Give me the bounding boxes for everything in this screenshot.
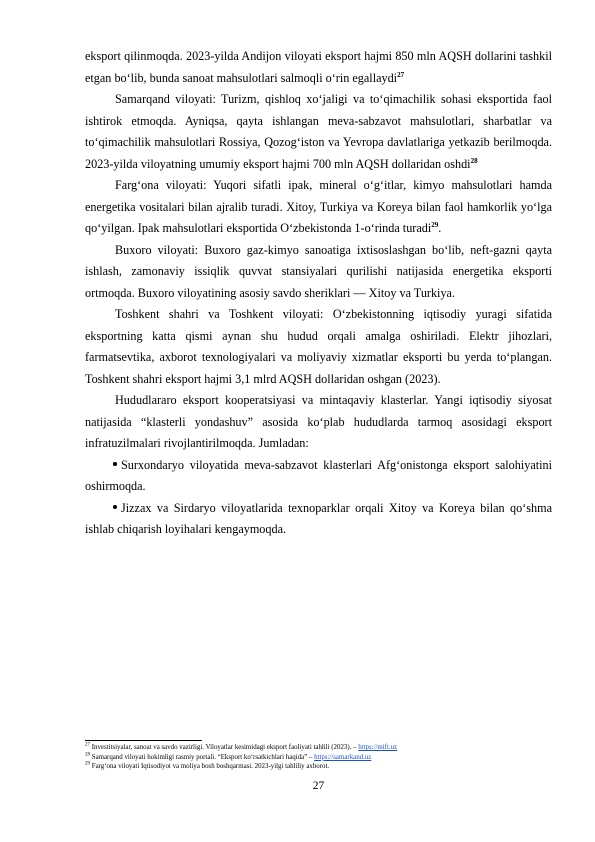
- paragraph-samarqand: Samarqand viloyati: Turizm, qishloq xo‘jaligi va to‘qimachilik sohasi eksportida faol ishtirok etmoqda. Ayniqsa, qayta ishlangan meva-sabzavot mahsulotlari, sharbatlar va to‘qimachilik mahsulotlari Rossiya, Qozog‘iston va Yevropa davlatlariga yetkazib berilmoqda. 2023-yilda viloyatning umumiy eksport hajmi 700 mln AQSH dollaridan oshdi$^{28}$: [85, 92, 552, 171]
- list-item-jizzax: Jizzax va Sirdaryo viloyatlarida texnoparklar orqali Xitoy va Koreya bilan qo‘shma ishlab chiqarish loyihalari kengaymoqda.: [85, 500, 552, 536]
- paragraph-buxoro: Buxoro viloyati: Buxoro gaz-kimyo sanoatiga ixtisoslashgan bo‘lib, neft-gazni qayta ishlash, zamonaviy issiqlik quvvat stansiyalari qurilishi natijasida energetika eksporti ortmoqda. Buxoro viloyatining asosiy savdo sheriklari — Xitoy va Turkiya.: [85, 242, 552, 300]
- footnote-ref-27[interactable]: 27: [397, 70, 405, 79]
- bullet-icon: [113, 462, 117, 466]
- footnote-29: $^{29}$ Farg‘ona viloyati Iqtisodiyot va moliya bosh boshqarmasi. 2023-yilgi tahliliy axborot.: [85, 762, 330, 771]
- paragraph-fargona: Farg‘ona viloyati: Yuqori sifatli ipak, mineral o‘g‘itlar, kimyo mahsulotlari hamda energetika vositalari bilan ajralib turadi. Xitoy, Turkiya va Koreya bilan faol hamkorlik yo‘lga qo‘yilgan. Ipak mahsulotlari eksportida O‘zbekistonda 1-o‘rinda turadi$^{29}$.: [85, 178, 552, 235]
- footnote-27: $^{27}$ Investitsiyalar, sanoat va savdo vazirligi. Viloyatlar kesimidagi eksport faoliyati tahlili (2023). – https://mift.uz: [85, 742, 398, 751]
- footnote-ref-28[interactable]: 28: [470, 156, 478, 165]
- paragraph-toshkent: Toshkent shahri va Toshkent viloyati: O‘zbekistonning iqtisodiy yuragi sifatida eksportning katta qismi aynan shu hudud orqali amalga oshiriladi. Elektr jihozlari, farmatsevtika, axborot texnologiyalari va moliyaviy xizmatlar eksporti bu yerda to‘plangan. Toshkent shahri eksport hajmi 3,1 mlrd AQSH dollaridan oshgan (2023).: [85, 307, 552, 386]
- page-number: 27: [312, 780, 325, 792]
- body-text: [85, 46, 552, 541]
- footnote-link-mift[interactable]: https://mift.uz: [358, 744, 398, 751]
- list-item-surxondaryo: Surxondaryo viloyatida meva-sabzavot klasterlari Afg‘onistonga eksport salohiyatini oshirmoqda.: [85, 457, 552, 493]
- footnote-link-samarkand[interactable]: https://samarkand.uz: [314, 753, 372, 761]
- paragraph-klasterlar: Hududlararo eksport kooperatsiyasi va mintaqaviy klasterlar. Yangi iqtisodiy siyosat natijasida “klasterli yondashuv” asosida ko‘plab hududlarda tarmoq asosidagi eksport infratuzilmalari rivojlantirilmoqda. Jumladan:: [85, 393, 552, 450]
- footnote-28: $^{28}$ Samarqand viloyati hokimligi rasmiy portali. “Eksport ko‘rsatkichlari haqida” – https://samarkand.uz: [85, 752, 372, 761]
- footnote-ref-29[interactable]: 29: [431, 220, 439, 229]
- footnote-separator: [85, 740, 202, 741]
- bullet-icon: [113, 505, 117, 509]
- footnotes: [85, 743, 555, 772]
- paragraph-andijon: eksport qilinmoqda. 2023-yilda Andijon viloyati eksport hajmi 850 mln AQSH dollarini tashkil etgan bo‘lib, bunda sanoat mahsulotlari salmoqli o‘rin egallaydi$^{27}$: [85, 49, 552, 85]
